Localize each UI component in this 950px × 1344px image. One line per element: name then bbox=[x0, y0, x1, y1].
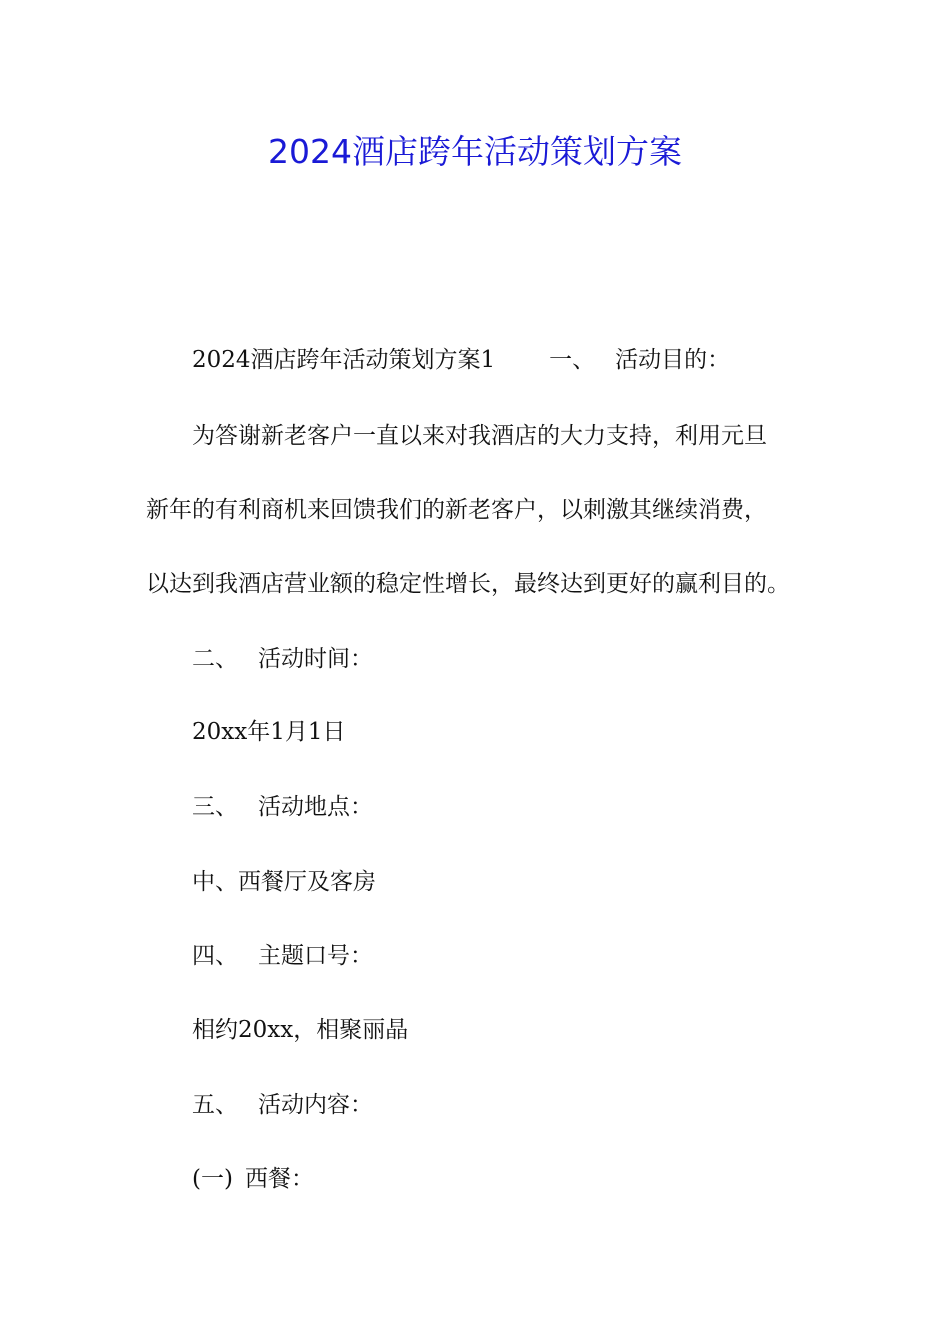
section-4-content: 相约20xx，相聚丽晶 bbox=[192, 1017, 409, 1043]
section-4-label: 主题口号： bbox=[258, 943, 373, 969]
section-2-label: 活动时间： bbox=[258, 646, 373, 672]
section-2-content: 20xx年1月1日 bbox=[192, 719, 346, 745]
section-5-number: 五、 bbox=[192, 1092, 238, 1118]
subsection-heading bbox=[192, 1163, 314, 1195]
section-3-number: 三、 bbox=[192, 794, 238, 820]
section-2-number: 二、 bbox=[192, 646, 238, 672]
heading-line bbox=[192, 344, 730, 376]
section-4-number: 四、 bbox=[192, 943, 238, 969]
section-3-content: 中、西餐厅及客房 bbox=[192, 869, 376, 895]
purpose-line-1: 为答谢新老客户一直以来对我酒店的大力支持，利用元旦 bbox=[192, 423, 767, 449]
section-2-heading bbox=[192, 643, 373, 675]
section-5-label: 活动内容： bbox=[258, 1092, 373, 1118]
section-4-heading bbox=[192, 940, 373, 972]
subsection-label: 西餐： bbox=[244, 1166, 314, 1192]
section-5-heading bbox=[192, 1089, 373, 1121]
section-3-heading bbox=[192, 791, 373, 823]
purpose-line-3: 以达到我酒店营业额的稳定性增长，最终达到更好的赢利目的。 bbox=[146, 571, 790, 597]
section-1-number: 一、 bbox=[549, 347, 596, 373]
section-3-label: 活动地点： bbox=[258, 794, 373, 820]
subsection-number: (一) bbox=[192, 1166, 233, 1192]
doc-name: 2024酒店跨年活动策划方案1 bbox=[192, 347, 496, 373]
section-1-label: 活动目的： bbox=[615, 347, 731, 373]
document-title: 2024酒店跨年活动策划方案 bbox=[268, 132, 682, 171]
purpose-line-2: 新年的有利商机来回馈我们的新老客户，以刺激其继续消费， bbox=[146, 497, 767, 523]
